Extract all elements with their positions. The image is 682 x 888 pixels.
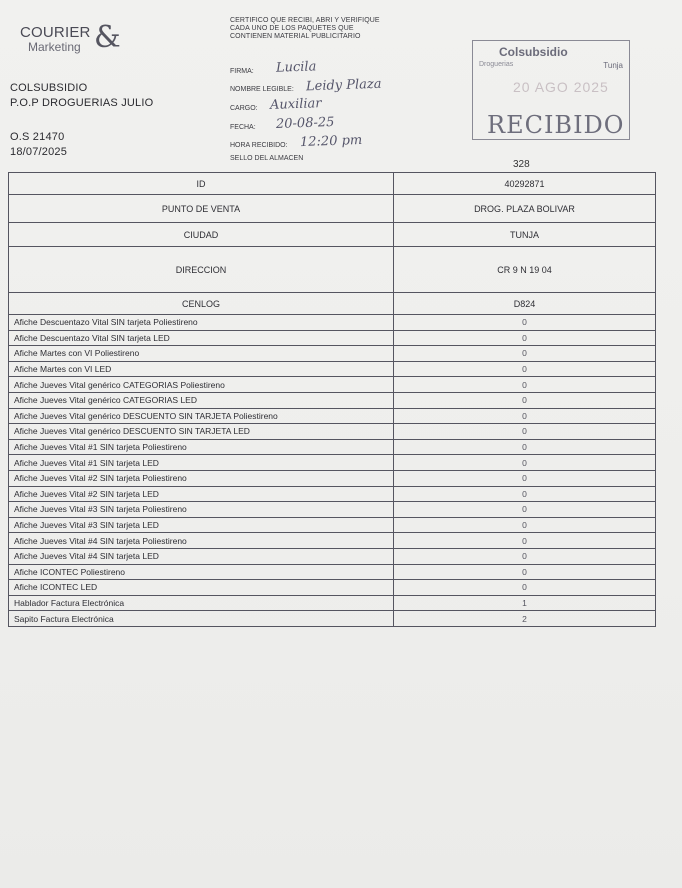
courier-marketing-logo bbox=[14, 20, 124, 60]
item-qty: 0 bbox=[394, 455, 656, 471]
table-row bbox=[9, 564, 656, 580]
item-qty: 0 bbox=[394, 533, 656, 549]
table-row bbox=[9, 315, 656, 331]
item-name: Afiche ICONTEC LED bbox=[9, 580, 394, 596]
header-label-cenlog: CENLOG bbox=[9, 293, 394, 315]
item-qty: 0 bbox=[394, 330, 656, 346]
item-name: Afiche Jueves Vital #2 SIN tarjeta LED bbox=[9, 486, 394, 502]
delivery-table bbox=[8, 172, 656, 627]
item-qty: 0 bbox=[394, 470, 656, 486]
store-number: 328 bbox=[513, 159, 530, 170]
stamp-sub: Droguerias bbox=[479, 61, 514, 68]
order-date: 18/07/2025 bbox=[10, 146, 68, 158]
item-name: Afiche Jueves Vital genérico DESCUENTO SIN TARJETA LED bbox=[9, 424, 394, 440]
stamp-brand: Colsubsidio bbox=[499, 45, 568, 59]
table-row bbox=[9, 548, 656, 564]
item-name: Afiche Martes con VI Poliestireno bbox=[9, 346, 394, 362]
sello-field bbox=[230, 155, 303, 162]
stamp-date: 20 AGO 2025 bbox=[513, 79, 609, 95]
item-name: Afiche Jueves Vital #1 SIN tarjeta Poliestireno bbox=[9, 439, 394, 455]
logo-ampersand: & bbox=[94, 20, 121, 55]
cargo-label: CARGO: bbox=[230, 105, 258, 112]
item-qty: 0 bbox=[394, 502, 656, 518]
firma-signature: Lucila bbox=[275, 59, 317, 76]
order-number: O.S 21470 bbox=[10, 131, 65, 143]
item-name: Afiche Jueves Vital #2 SIN tarjeta Poliestireno bbox=[9, 470, 394, 486]
item-name: Afiche Jueves Vital #4 SIN tarjeta Poliestireno bbox=[9, 533, 394, 549]
table-row bbox=[9, 377, 656, 393]
item-name: Afiche Jueves Vital genérico CATEGORIAS LED bbox=[9, 392, 394, 408]
certification-text: CERTIFICO QUE RECIBI, ABRI Y VERIFIQUE CADA UNO DE LOS PAQUETES QUE CONTIENEN MATERIAL PUBLICITARIO bbox=[230, 17, 380, 40]
item-qty: 0 bbox=[394, 408, 656, 424]
table-row bbox=[9, 486, 656, 502]
cargo-field bbox=[230, 97, 321, 112]
item-qty: 0 bbox=[394, 346, 656, 362]
item-name: Afiche Jueves Vital genérico CATEGORIAS Poliestireno bbox=[9, 377, 394, 393]
header-label-ciudad: CIUDAD bbox=[9, 223, 394, 247]
logo-sub-text: Marketing bbox=[28, 40, 81, 54]
item-qty: 1 bbox=[394, 595, 656, 611]
pop-name: P.O.P DROGUERIAS JULIO bbox=[10, 97, 154, 109]
table-row bbox=[9, 580, 656, 596]
item-name: Afiche Martes con VI LED bbox=[9, 361, 394, 377]
header-value-id: 40292871 bbox=[394, 173, 656, 195]
table-row bbox=[9, 424, 656, 440]
fecha-field bbox=[230, 116, 334, 131]
table-row bbox=[9, 502, 656, 518]
nombre-field bbox=[230, 78, 381, 93]
item-qty: 0 bbox=[394, 486, 656, 502]
header-value-ciudad: TUNJA bbox=[394, 223, 656, 247]
item-name: Afiche Jueves Vital #3 SIN tarjeta Poliestireno bbox=[9, 502, 394, 518]
item-name: Afiche Jueves Vital #4 SIN tarjeta LED bbox=[9, 548, 394, 564]
item-qty: 2 bbox=[394, 611, 656, 627]
table-row bbox=[9, 611, 656, 627]
nombre-value: Leidy Plaza bbox=[305, 76, 382, 95]
table-row bbox=[9, 439, 656, 455]
item-qty: 0 bbox=[394, 564, 656, 580]
stamp-received: RECIBIDO bbox=[487, 111, 625, 139]
table-row bbox=[9, 595, 656, 611]
item-qty: 0 bbox=[394, 580, 656, 596]
cargo-value: Auxiliar bbox=[269, 96, 322, 113]
table-row bbox=[9, 361, 656, 377]
item-name: Afiche Descuentazo Vital SIN tarjeta LED bbox=[9, 330, 394, 346]
table-row bbox=[9, 330, 656, 346]
header-label-id: ID bbox=[9, 173, 394, 195]
logo-main-text: COURIER bbox=[20, 24, 91, 41]
item-qty: 0 bbox=[394, 439, 656, 455]
item-name: Afiche Jueves Vital #1 SIN tarjeta LED bbox=[9, 455, 394, 471]
item-qty: 0 bbox=[394, 315, 656, 331]
table-row bbox=[9, 247, 656, 293]
nombre-label: NOMBRE LEGIBLE: bbox=[230, 86, 294, 93]
received-stamp bbox=[472, 40, 630, 140]
item-name: Sapito Factura Electrónica bbox=[9, 611, 394, 627]
header-label-direccion: DIRECCION bbox=[9, 247, 394, 293]
sello-label: SELLO DEL ALMACEN bbox=[230, 155, 304, 162]
table-row bbox=[9, 455, 656, 471]
item-qty: 0 bbox=[394, 377, 656, 393]
item-qty: 0 bbox=[394, 517, 656, 533]
item-name: Afiche Jueves Vital #3 SIN tarjeta LED bbox=[9, 517, 394, 533]
table-row bbox=[9, 517, 656, 533]
firma-label: FIRMA: bbox=[230, 68, 254, 75]
item-name: Afiche Descuentazo Vital SIN tarjeta Poliestireno bbox=[9, 315, 394, 331]
table-row bbox=[9, 293, 656, 315]
firma-field bbox=[230, 60, 316, 75]
hora-value: 12:20 pm bbox=[299, 132, 363, 151]
item-qty: 0 bbox=[394, 361, 656, 377]
fecha-value: 20-08-25 bbox=[275, 114, 335, 133]
item-name: Hablador Factura Electrónica bbox=[9, 595, 394, 611]
table-row bbox=[9, 408, 656, 424]
stamp-city: Tunja bbox=[603, 61, 623, 70]
company-name: COLSUBSIDIO bbox=[10, 82, 88, 94]
table-row bbox=[9, 346, 656, 362]
item-name: Afiche Jueves Vital genérico DESCUENTO SIN TARJETA Poliestireno bbox=[9, 408, 394, 424]
item-qty: 0 bbox=[394, 424, 656, 440]
table-row bbox=[9, 195, 656, 223]
item-qty: 0 bbox=[394, 392, 656, 408]
header-value-punto: DROG. PLAZA BOLIVAR bbox=[394, 195, 656, 223]
table-row bbox=[9, 470, 656, 486]
fecha-label: FECHA: bbox=[230, 124, 256, 131]
hora-label: HORA RECIBIDO: bbox=[230, 142, 288, 149]
header-label-punto: PUNTO DE VENTA bbox=[9, 195, 394, 223]
table-row bbox=[9, 392, 656, 408]
table-row bbox=[9, 223, 656, 247]
table-row bbox=[9, 173, 656, 195]
hora-field bbox=[230, 134, 362, 149]
table-row bbox=[9, 533, 656, 549]
header-value-direccion: CR 9 N 19 04 bbox=[394, 247, 656, 293]
item-name: Afiche ICONTEC Poliestireno bbox=[9, 564, 394, 580]
header-value-cenlog: D824 bbox=[394, 293, 656, 315]
item-qty: 0 bbox=[394, 548, 656, 564]
